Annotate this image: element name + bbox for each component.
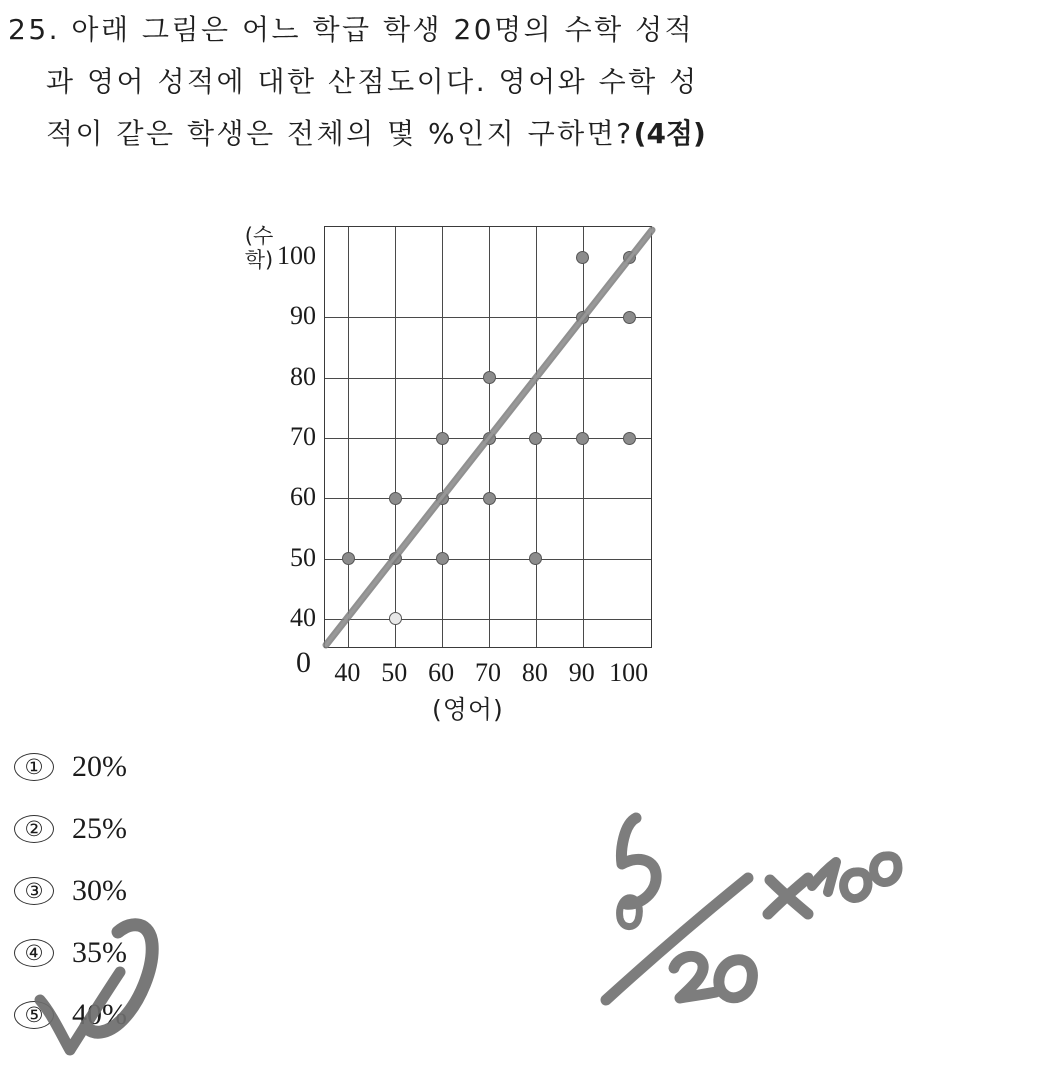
choice-number: ② [14,815,54,843]
data-point [483,492,496,505]
data-point [576,432,589,445]
question-line-1: 25. 아래 그림은 어느 학급 학생 20명의 수학 성적 [8,13,695,46]
y-tick-label: 40 [290,602,316,632]
y-tick-label: 70 [290,422,316,451]
question-block [8,4,1030,160]
choice-label: 25% [72,812,127,845]
x-tick-label: 60 [428,658,455,687]
data-point [576,311,589,324]
data-point [529,552,542,565]
choice-number: ④ [14,939,54,967]
data-point [623,311,636,324]
y-axis-title: (수학) [244,224,274,272]
x-axis-title: (영어) [432,695,504,724]
data-point [342,552,355,565]
gridline-horizontal [325,559,651,560]
data-point [576,251,589,264]
data-point [389,492,402,505]
question-line-2: 과 영어 성적에 대한 산점도이다. 영어와 수학 성 [46,65,699,98]
question-line-3 [8,108,1030,160]
answer-choices [14,736,334,1046]
data-point [623,251,636,264]
plot-area [324,226,652,648]
data-point [436,552,449,565]
choice-label: 35% [72,936,127,969]
y-tick-label: 50 [290,542,316,572]
y-tick-label: 90 [290,301,316,331]
choice-row[interactable] [14,984,334,1046]
choice-row[interactable] [14,860,334,922]
choice-label: 30% [72,874,127,907]
question-line-3-text: 적이 같은 학생은 전체의 몇 %인지 구하면? [46,117,634,150]
y-tick-label: 80 [290,361,316,391]
y-tick-label: 100 [277,241,316,271]
origin-label: 0 [296,646,311,679]
x-tick-label: 80 [521,658,548,687]
choice-row[interactable] [14,922,334,984]
data-point [389,612,402,625]
x-tick-label: 50 [381,658,408,687]
gridline-vertical [348,227,349,647]
choice-label: 40% [72,998,127,1031]
choice-row[interactable] [14,736,334,798]
data-point [483,432,496,445]
data-point [436,492,449,505]
choice-row[interactable] [14,798,334,860]
choice-label: 20% [72,750,127,783]
data-point [529,432,542,445]
x-tick-label: 70 [475,658,501,687]
data-point [436,432,449,445]
choice-number: ③ [14,877,54,905]
gridline-horizontal [325,619,651,620]
data-point [623,432,636,445]
gridline-horizontal [325,317,651,318]
x-tick-label: 90 [568,658,595,687]
y-tick-label: 60 [290,482,316,512]
x-tick-label: 40 [334,658,361,687]
data-point [389,552,402,565]
choice-number: ⑤ [14,1001,54,1029]
data-point [483,371,496,384]
x-tick-label: 100 [609,658,649,687]
question-points: (4점) [633,117,706,150]
gridline-vertical [395,227,396,647]
handwritten-work [606,818,898,1000]
choice-number: ① [14,753,54,781]
scatter-plot-figure [222,208,782,728]
